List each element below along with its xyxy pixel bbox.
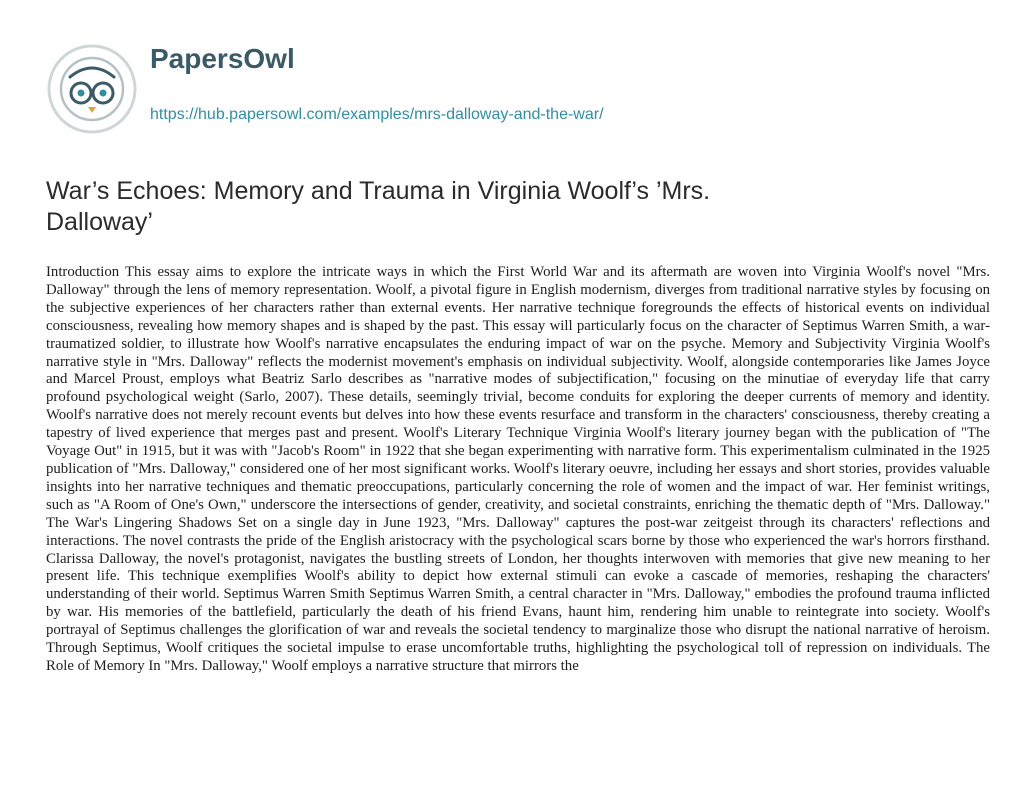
brand-name: PapersOwl: [150, 43, 295, 74]
source-url-link[interactable]: https://hub.papersowl.com/examples/mrs-dalloway-and-the-war/: [150, 106, 604, 123]
owl-logo-icon[interactable]: [46, 43, 138, 135]
site-header: [46, 43, 846, 133]
essay-body: Introduction This essay aims to explore the intricate ways in which the First World War and its aftermath are woven into Virginia Woolf's novel "Mrs. Dalloway" through the lens of memory representation. Woolf, a pivotal figure in English modernism, diverges from traditional narrative styles by focusing on the subjective experiences of her characters rather than external events. Her narrative technique foregrounds the effects of historical events on individual consciousness, revealing how memory shapes and is shaped by the past. This essay will particularly focus on the character of Septimus Warren Smith, a war-traumatized soldier, to illustrate how Woolf's narrative encapsulates the enduring impact of war on the psyche. Memory and Subjectivity Virginia Woolf's narrative style in "Mrs. Dalloway" reflects the modernist movement's emphasis on individual subjectivity. Woolf, alongside contemporaries like James Joyce and Marcel Proust, employs what Beatriz Sarlo describes as "narrative modes of subjectification," focusing on the minutiae of everyday life that carry profound psychological weight (Sarlo, 2007). These details, seemingly trivial, become conduits for exploring the deeper currents of memory and identity. Woolf's narrative does not merely recount events but delves into how these events resurface and transform in the characters' consciousness, thereby creating a tapestry of lived experience that merges past and present. Woolf's Literary Technique Virginia Woolf's literary journey began with the publication of "The Voyage Out" in 1915, but it was with "Jacob's Room" in 1922 that she began experimenting with narrative form. This experimentalism culminated in the 1925 publication of "Mrs. Dalloway," considered one of her most significant works. Woolf's literary oeuvre, including her essays and short stories, provides valuable insights into her narrative techniques and thematic preoccupations, particularly concerning the role of women and the impact of war. Her feminist writings, such as "A Room of One's Own," underscore the intersections of gender, creativity, and societal constraints, enriching the thematic depth of "Mrs. Dalloway." The War's Lingering Shadows Set on a single day in June 1923, "Mrs. Dalloway" captures the post-war zeitgeist through its characters' reflections and interactions. The novel contrasts the pride of the English aristocracy with the psychological scars borne by those who experienced the war's horrors firsthand. Clarissa Dalloway, the novel's protagonist, navigates the bustling streets of London, her thoughts interwoven with memories that give new meaning to her present life. This technique exemplifies Woolf's ability to depict how external stimuli can evoke a cascade of memories, reshaping the characters' understanding of their world. Septimus Warren Smith Septimus Warren Smith, a central character in "Mrs. Dalloway," embodies the profound trauma inflicted by war. His memories of the battlefield, particularly the death of his friend Evans, haunt him, rendering him unable to reintegrate into society. Woolf's portrayal of Septimus challenges the glorification of war and reveals the societal tendency to marginalize those who disrupt the national narrative of heroism. Through Septimus, Woolf critiques the societal impulse to erase uncomfortable truths, highlighting the psychological toll of repression on individuals. The Role of Memory In "Mrs. Dalloway," Woolf employs a narrative structure that mirrors the: [46, 264, 990, 674]
essay-title: War’s Echoes: Memory and Trauma in Virginia Woolf’s ’Mrs. Dalloway’: [46, 177, 711, 236]
